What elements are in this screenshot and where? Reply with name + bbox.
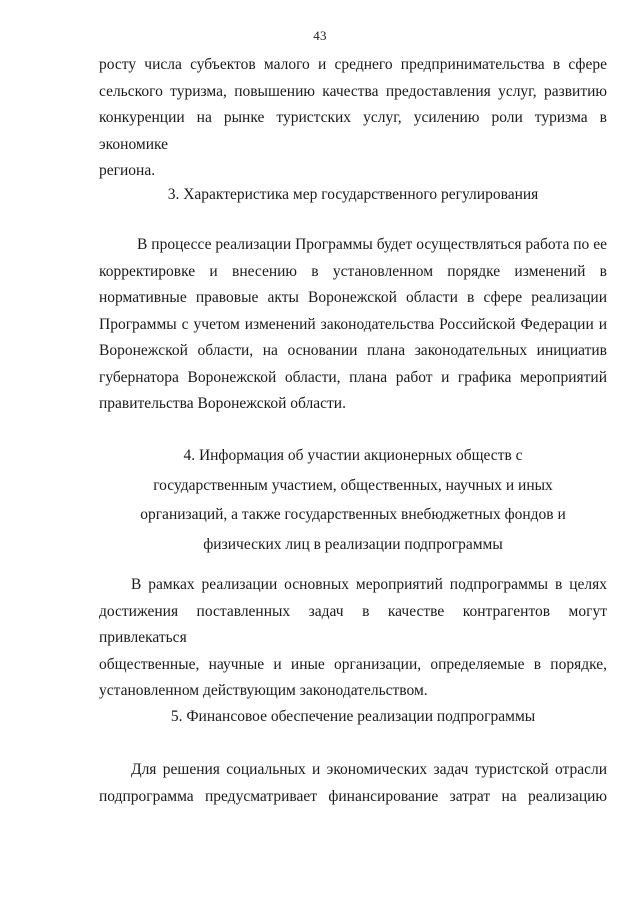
paragraph-line: установленном действующим законодательством.: [99, 682, 428, 699]
section-3-paragraph: [99, 232, 607, 418]
paragraph-line: Для решения социальных и экономических задач туристской отрасли: [131, 761, 607, 778]
paragraph-line: конкуренции на рынке туристских услуг, усилению роли туризма в экономике: [99, 109, 607, 153]
paragraph-line: нормативные правовые акты Воронежской области в сфере реализации: [99, 289, 607, 306]
paragraph-line: корректировке и внесению в установленном порядке изменений в: [99, 262, 607, 280]
section-3-heading: [99, 180, 607, 210]
heading-line: 5. Финансовое обеспечение реализации подпрограммы: [170, 708, 536, 725]
page-number: 43: [313, 28, 327, 43]
paragraph-line: росту числа субъектов малого и среднего предпринимательства в сфере: [99, 56, 607, 73]
paragraph-line: сельского туризма, повышению качества предоставления услуг, развитию: [99, 82, 607, 100]
section-4-heading: [99, 441, 607, 559]
heading-line: физических лиц в реализации подпрограммы: [203, 535, 503, 553]
section-5-paragraph: [99, 757, 607, 810]
paragraph-line: Программы с учетом изменений законодательства Российской Федерации и: [99, 315, 607, 333]
heading-line: 4. Информация об участии акционерных обществ с: [183, 447, 523, 464]
paragraph-line: Воронежской области, на основании плана законодательных инициатив: [99, 342, 607, 359]
paragraph-line: достижения поставленных задач в качестве контрагентов могут привлекаться: [99, 602, 607, 646]
heading-line: государственным участием, общественных, научных и иных: [153, 476, 553, 494]
heading-line: организаций, а также государственных внебюджетных фондов и: [140, 506, 566, 523]
heading-line: 3. Характеристика мер государственного регулирования: [167, 186, 539, 203]
paragraph-line: В процессе реализации Программы будет осуществляться работа по ее: [137, 236, 607, 253]
paragraph-line: общественные, научные и иные организации, определяемые в порядке,: [99, 655, 607, 673]
paragraph-line: правительства Воронежской области.: [99, 395, 346, 412]
paragraph-line: губернатора Воронежской области, плана работ и графика мероприятий: [99, 368, 607, 386]
paragraph-line: подпрограмма предусматривает финансирование затрат на реализацию: [99, 787, 607, 805]
section-4-paragraph: [99, 572, 607, 705]
intro-paragraph: [99, 52, 607, 185]
paragraph-line: региона.: [99, 162, 156, 179]
paragraph-line: В рамках реализации основных мероприятий подпрограммы в целях: [131, 576, 607, 593]
section-5-heading: [99, 702, 607, 732]
